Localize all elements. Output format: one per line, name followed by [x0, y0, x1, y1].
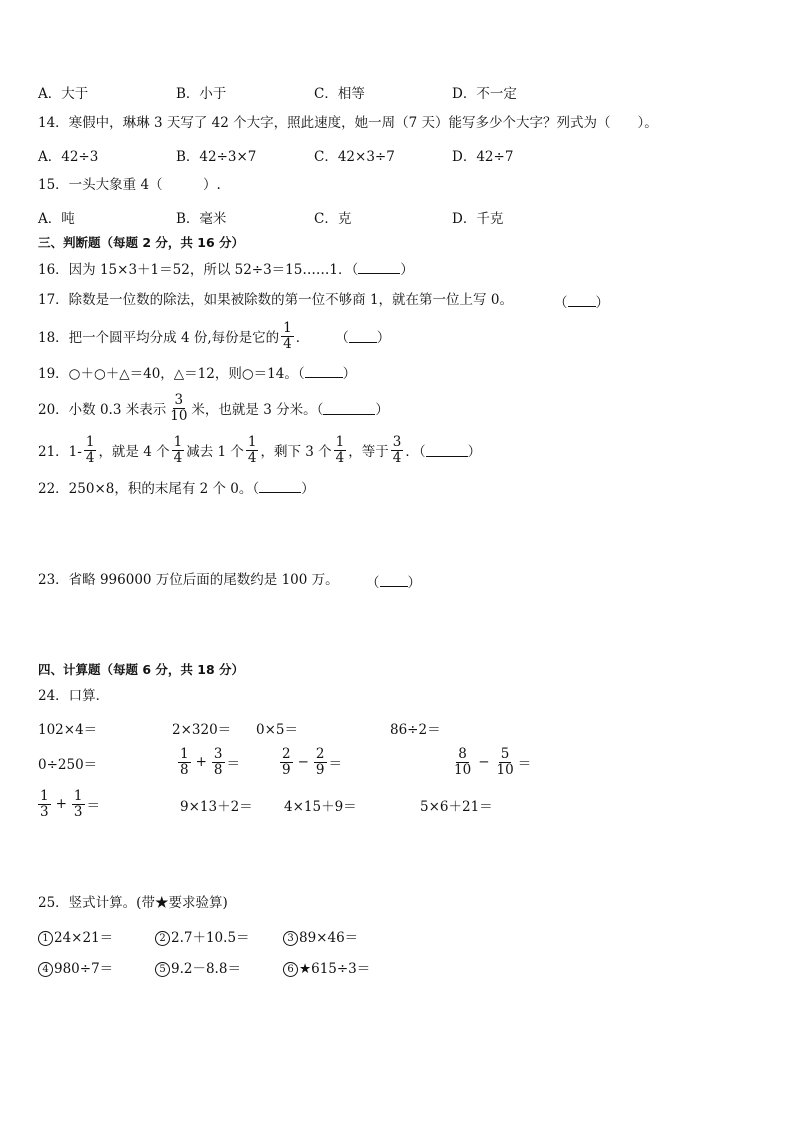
- q23: [38, 571, 339, 589]
- q22: [38, 479, 315, 498]
- q18-numerator: 1: [283, 319, 292, 336]
- q16: [38, 260, 414, 279]
- q23-answer-blank[interactable]: [380, 573, 408, 587]
- q24-r2-c1: 0÷250＝: [38, 757, 98, 773]
- numerator: 1: [73, 787, 83, 804]
- denominator: 3: [73, 803, 83, 820]
- q19-text: 19．○＋○＋△＝40，△＝12，则○＝14。（: [38, 366, 305, 382]
- circled-number: 5: [155, 962, 170, 977]
- q16-close: ）: [400, 262, 414, 278]
- q24-r2-c3: [278, 742, 342, 782]
- q21-part-2: ，就是 4 个: [98, 444, 170, 460]
- q24-r2-c2-fraction-a: [178, 747, 191, 778]
- q21-part-6: ．（: [405, 444, 426, 460]
- circled-number: 6: [283, 962, 298, 977]
- q21-close: ）: [467, 444, 482, 460]
- q17-text: 17．除数是一位数的除法，如果被除数的第一位不够商 1，就在第一位上写 0。: [38, 292, 513, 308]
- operator: −: [478, 754, 490, 770]
- q21-part-3: 减去 1 个: [186, 444, 244, 460]
- q24-r2-c4: [450, 742, 531, 782]
- q18-pre: 18．把一个圆平均分成 4 份,每份是它的: [38, 330, 280, 346]
- q20-denominator: 10: [170, 407, 188, 424]
- q13-option-d: D．不一定: [452, 86, 517, 102]
- q21-fraction-3: [246, 435, 259, 466]
- q23-answer: [366, 571, 421, 591]
- q24-title: 24．口算．: [38, 688, 110, 704]
- q25-title: 25．竖式计算。(带★要求验算): [38, 895, 228, 911]
- q18-close: ）: [376, 330, 391, 346]
- operator: +: [195, 754, 207, 770]
- q18-post: ．: [295, 330, 310, 346]
- q23-open: （: [366, 575, 380, 591]
- q14-option-a: A．42÷3: [38, 149, 99, 165]
- q22-close: ）: [301, 481, 315, 497]
- q25-item-text: 89×46＝: [299, 930, 359, 946]
- q24-r2-c2-fraction-b: [212, 747, 225, 778]
- q21-f4-numerator: 1: [335, 433, 345, 450]
- denominator: 3: [40, 803, 49, 820]
- denominator: 8: [213, 761, 223, 778]
- q22-answer-blank[interactable]: [259, 479, 301, 493]
- q21-f5-numerator: 3: [392, 433, 402, 450]
- circled-number: 1: [38, 931, 53, 946]
- q20: [38, 390, 389, 426]
- q24-r2-c3-fraction-a: [280, 747, 293, 778]
- q20-close: ）: [375, 402, 389, 418]
- q14-option-b: B．42÷3×7: [176, 149, 257, 165]
- q21-answer-blank[interactable]: [426, 443, 468, 457]
- q14-option-c: C．42×3÷7: [314, 149, 395, 165]
- q20-fraction: [168, 393, 189, 424]
- q22-text: 22．250×8，积的末尾有 2 个 0。（: [38, 481, 260, 497]
- q18: [38, 318, 390, 354]
- q20-post: 米，也就是 3 分米。（: [191, 402, 324, 418]
- q19-close: ）: [342, 366, 357, 382]
- q25-item-1: [38, 926, 113, 946]
- operator: −: [297, 754, 309, 770]
- q24-r3-c4: 5×6＋21＝: [420, 799, 493, 815]
- equals: ＝: [328, 756, 342, 772]
- q21: [38, 432, 481, 468]
- equals: ＝: [226, 756, 240, 772]
- numerator: 1: [180, 745, 189, 762]
- q18-answer-blank[interactable]: [349, 329, 377, 343]
- q24-r3-c1-fraction-b: [72, 789, 85, 820]
- q25-item-text: 9.2－8.8＝: [171, 961, 241, 977]
- q24-r3-c1-fraction-a: [38, 789, 51, 820]
- q23-close: ）: [407, 575, 421, 591]
- q16-answer-blank[interactable]: [358, 260, 400, 274]
- section-3-title: 三、判断题（每题 2 分，共 16 分）: [38, 235, 245, 250]
- q24-r3-c2: 9×13＋2＝: [180, 799, 253, 815]
- q25-item-2: [155, 926, 250, 946]
- q21-part-4: ，剩下 3 个: [260, 444, 332, 460]
- q20-numerator: 3: [174, 391, 184, 408]
- numerator: 5: [500, 745, 510, 762]
- q25-item-6: [283, 957, 370, 977]
- q18-denominator: 4: [283, 335, 292, 352]
- q15-option-c: C．克: [314, 211, 352, 227]
- q24-r1-c1: 102×4＝: [38, 722, 98, 738]
- q24-r2-c2: [176, 742, 240, 782]
- numerator: 1: [40, 787, 49, 804]
- q14-text: 14．寒假中，琳琳 3 天写了 42 个大字，照此速度，她一周（7 天）能写多少个大字？列式为（ ）。: [38, 115, 658, 131]
- section-4-title: 四、计算题（每题 6 分，共 18 分）: [38, 662, 245, 677]
- q13-option-a: A．大于: [38, 86, 89, 102]
- numerator: 2: [282, 745, 291, 762]
- q17-open: （: [554, 295, 568, 311]
- q21-fraction-4: [334, 435, 347, 466]
- numerator: 8: [458, 745, 467, 762]
- q13-option-c: C．相等: [314, 86, 365, 102]
- q21-f3-numerator: 1: [247, 433, 257, 450]
- q21-f5-denominator: 4: [392, 449, 402, 466]
- circled-number: 2: [155, 931, 170, 946]
- q13-option-b: B．小于: [176, 86, 227, 102]
- q24-r2-c4-fraction-b: [495, 747, 516, 778]
- q14-option-d: D．42÷7: [452, 149, 514, 165]
- q24-r1-c4: 86÷2＝: [390, 722, 441, 738]
- circled-number: 4: [38, 962, 53, 977]
- q21-f2-denominator: 4: [173, 449, 183, 466]
- q24-r2-c3-fraction-b: [314, 747, 327, 778]
- q21-f1-denominator: 4: [85, 449, 95, 466]
- q24-r3-c3: 4×15＋9＝: [284, 799, 357, 815]
- q24-r1-c2: 2×320＝: [172, 722, 232, 738]
- q24-r2-c4-fraction-a: [452, 747, 473, 778]
- q21-fraction-2: [172, 435, 185, 466]
- q21-f4-denominator: 4: [335, 449, 345, 466]
- q20-pre: 20．小数 0.3 米表示: [38, 402, 167, 418]
- denominator: 10: [454, 761, 472, 778]
- denominator: 9: [315, 761, 325, 778]
- q17-answer: [554, 291, 609, 311]
- q21-part-5: ，等于: [348, 444, 389, 460]
- q15-option-d: D．千克: [452, 211, 504, 227]
- numerator: 3: [213, 745, 223, 762]
- q20-answer-blank[interactable]: [323, 401, 375, 415]
- operator: +: [55, 796, 67, 812]
- q17: [38, 291, 513, 309]
- q21-f3-denominator: 4: [247, 449, 257, 466]
- q18-fraction: [281, 321, 294, 352]
- q24-r1-c3: 0×5＝: [256, 722, 298, 738]
- q25-item-4: [38, 957, 113, 977]
- denominator: 9: [282, 761, 291, 778]
- q25-item-text: ★615÷3＝: [299, 961, 371, 977]
- q25-item-text: 24×21＝: [54, 930, 114, 946]
- equals: ＝: [86, 798, 100, 814]
- q25-item-text: 2.7＋10.5＝: [171, 930, 250, 946]
- q25-item-3: [283, 926, 358, 946]
- q15-option-a: A．吨: [38, 211, 75, 227]
- q25-item-text: 980÷7＝: [54, 961, 114, 977]
- q21-f2-numerator: 1: [173, 433, 183, 450]
- q15-text: 15．一头大象重 4（ ）.: [38, 177, 221, 193]
- q25-item-5: [155, 957, 241, 977]
- q17-answer-blank[interactable]: [568, 293, 596, 307]
- q21-part-1: 21．1-: [38, 444, 82, 460]
- q17-close: ）: [595, 295, 609, 311]
- q19: [38, 364, 356, 383]
- q15-option-b: B．毫米: [176, 211, 227, 227]
- q21-f1-numerator: 1: [85, 433, 95, 450]
- denominator: 10: [496, 761, 514, 778]
- q24-r3-c1: [36, 784, 100, 824]
- q23-text: 23．省略 996000 万位后面的尾数约是 100 万。: [38, 572, 339, 588]
- q21-fraction-5: [391, 435, 404, 466]
- numerator: 2: [315, 745, 325, 762]
- q21-fraction-1: [84, 435, 97, 466]
- q19-answer-blank[interactable]: [305, 364, 343, 378]
- q18-open: （: [335, 330, 349, 346]
- equals: ＝: [517, 756, 532, 772]
- q16-text: 16．因为 15×3＋1＝52，所以 52÷3＝15……1．（: [38, 262, 359, 278]
- circled-number: 3: [283, 931, 298, 946]
- denominator: 8: [180, 761, 189, 778]
